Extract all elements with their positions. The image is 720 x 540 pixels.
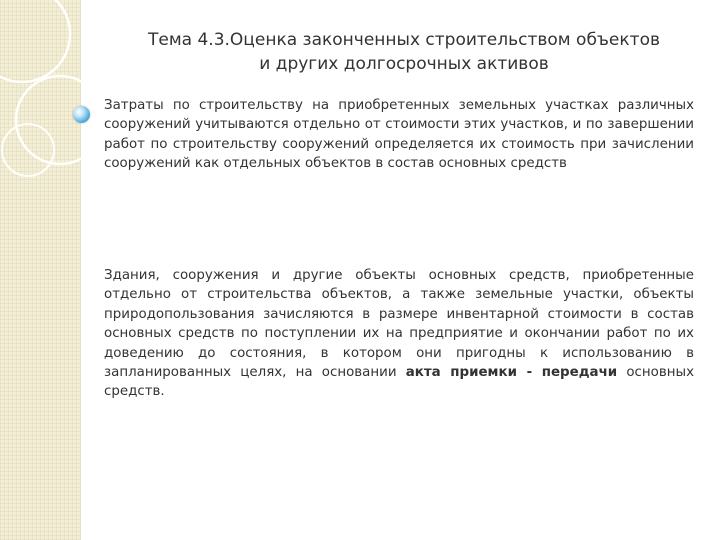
paragraph-text-end: основных средств. (104, 365, 694, 400)
paragraph-construction-costs: Затраты по строительству на приобретенных земельных участках различных сооружений учитываются отдельно от стоимости этих участков, и по завершении работ по строительству сооружений определяется их стоимость при зачислении сооружений как отдельных объектов в состав основных средств (104, 98, 694, 172)
title-line-1: Тема 4.3.Оценка законченных строительством объектов (148, 30, 660, 50)
title-line-2: и других долгосрочных активов (259, 54, 549, 74)
large-ring (0, 0, 70, 82)
paragraph-text-start: Здания, сооружения и другие объекты основных средств, приобретенные отдельно от строительства объектов, а также земельные участки, объекты природопользования зачисляются в размере инвентарной стоимости в состав основных средств по поступлении их на предприятие и окончании работ по их доведению до состояния, в котором они пригодны к использованию в запланированных целях, на основании (104, 268, 694, 381)
slide-title (100, 28, 708, 76)
medium-ring (16, 76, 104, 164)
bullet-circle-icon (73, 106, 90, 123)
paragraph-bold-term: акта приемки - передачи (405, 365, 618, 381)
paragraph-fixed-assets (104, 266, 694, 402)
